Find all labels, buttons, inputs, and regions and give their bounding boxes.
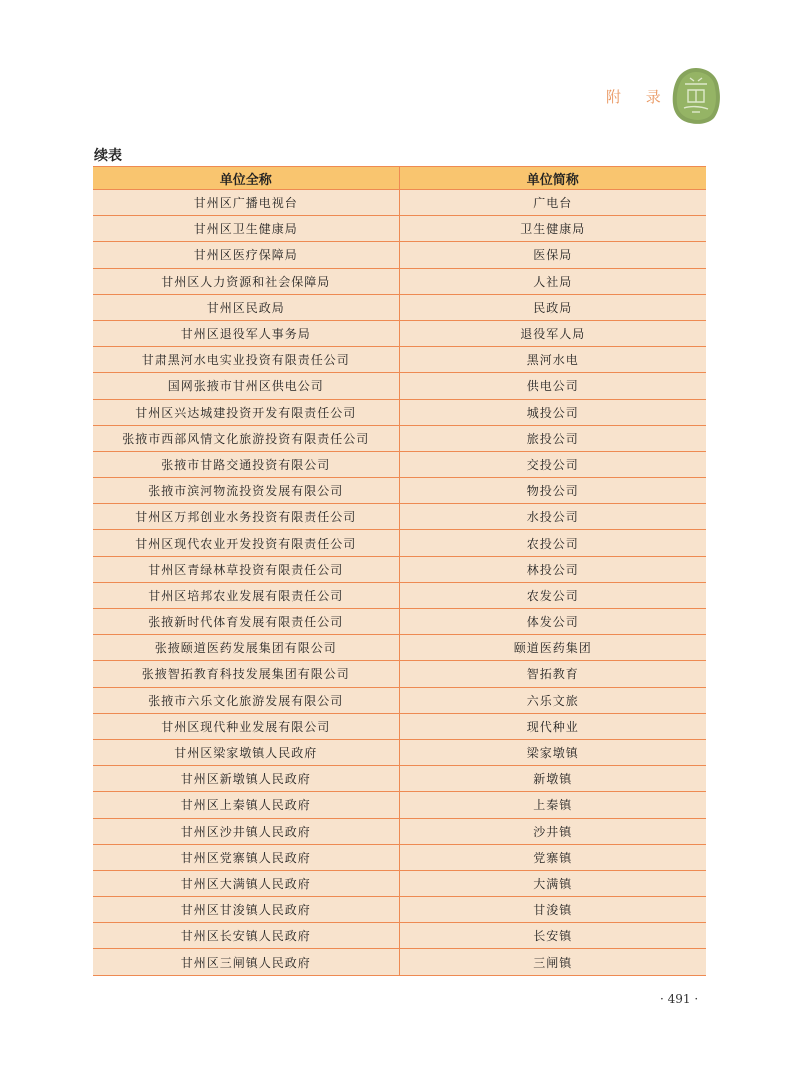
unit-full-name-cell: 甘州区青绿林草投资有限责任公司 — [93, 556, 399, 582]
table-row — [93, 294, 706, 320]
unit-full-name-cell: 甘州区梁家墩镇人民政府 — [93, 739, 399, 765]
unit-full-name-cell: 甘州区现代农业开发投资有限责任公司 — [93, 530, 399, 556]
unit-short-name-cell: 退役军人局 — [399, 320, 706, 346]
unit-full-name-cell: 甘州区民政局 — [93, 294, 399, 320]
table-body — [93, 190, 706, 976]
unit-full-name-cell: 甘州区万邦创业水务投资有限责任公司 — [93, 504, 399, 530]
unit-short-name-cell: 现代种业 — [399, 713, 706, 739]
unit-full-name-cell: 张掖新时代体育发展有限责任公司 — [93, 609, 399, 635]
table-row — [93, 609, 706, 635]
unit-short-name-cell: 党寨镇 — [399, 844, 706, 870]
unit-full-name-cell: 甘州区现代种业发展有限公司 — [93, 713, 399, 739]
table-row — [93, 347, 706, 373]
table-row — [93, 949, 706, 975]
unit-full-name-cell: 张掖颐道医药发展集团有限公司 — [93, 635, 399, 661]
unit-short-name-cell: 水投公司 — [399, 504, 706, 530]
table-header-row — [93, 167, 706, 190]
unit-full-name-cell: 张掖智拓教育科技发展集团有限公司 — [93, 661, 399, 687]
unit-short-name-cell: 六乐文旅 — [399, 687, 706, 713]
unit-short-name-cell: 上秦镇 — [399, 792, 706, 818]
table-row — [93, 870, 706, 896]
unit-full-name-cell: 甘州区医疗保障局 — [93, 242, 399, 268]
unit-short-name-cell: 农投公司 — [399, 530, 706, 556]
unit-short-name-cell: 农发公司 — [399, 582, 706, 608]
table-row — [93, 661, 706, 687]
unit-short-name-cell: 新墩镇 — [399, 766, 706, 792]
table-row — [93, 818, 706, 844]
unit-short-name-cell: 长安镇 — [399, 923, 706, 949]
unit-full-name-cell: 甘州区党寨镇人民政府 — [93, 844, 399, 870]
unit-full-name-cell: 甘州区退役军人事务局 — [93, 320, 399, 346]
unit-short-name-cell: 城投公司 — [399, 399, 706, 425]
unit-full-name-cell: 甘州区沙井镇人民政府 — [93, 818, 399, 844]
unit-full-name-cell: 甘州区甘浚镇人民政府 — [93, 897, 399, 923]
unit-short-name-cell: 交投公司 — [399, 451, 706, 477]
column-header-short-name: 单位简称 — [399, 167, 706, 190]
table-row — [93, 766, 706, 792]
unit-short-name-cell: 人社局 — [399, 268, 706, 294]
unit-short-name-cell: 沙井镇 — [399, 818, 706, 844]
table-row — [93, 687, 706, 713]
table-row — [93, 530, 706, 556]
page-number: · 491 · — [660, 992, 699, 1006]
unit-full-name-cell: 甘州区三闸镇人民政府 — [93, 949, 399, 975]
unit-full-name-cell: 甘州区卫生健康局 — [93, 216, 399, 242]
table-row — [93, 713, 706, 739]
unit-full-name-cell: 甘州区广播电视台 — [93, 190, 399, 216]
table-row — [93, 556, 706, 582]
unit-full-name-cell: 张掖市滨河物流投资发展有限公司 — [93, 478, 399, 504]
unit-short-name-cell: 林投公司 — [399, 556, 706, 582]
table-row — [93, 635, 706, 661]
table-row — [93, 425, 706, 451]
table-row — [93, 478, 706, 504]
table-row — [93, 451, 706, 477]
table-row — [93, 190, 706, 216]
unit-short-name-cell: 颐道医药集团 — [399, 635, 706, 661]
units-table — [93, 166, 706, 976]
table-row — [93, 923, 706, 949]
table-row — [93, 792, 706, 818]
column-header-full-name: 单位全称 — [93, 167, 399, 190]
unit-short-name-cell: 智拓教育 — [399, 661, 706, 687]
table-row — [93, 268, 706, 294]
unit-short-name-cell: 梁家墩镇 — [399, 739, 706, 765]
unit-full-name-cell: 张掖市西部风情文化旅游投资有限责任公司 — [93, 425, 399, 451]
unit-full-name-cell: 甘州区兴达城建投资开发有限责任公司 — [93, 399, 399, 425]
unit-full-name-cell: 甘州区长安镇人民政府 — [93, 923, 399, 949]
unit-full-name-cell: 国网张掖市甘州区供电公司 — [93, 373, 399, 399]
table-row — [93, 216, 706, 242]
unit-short-name-cell: 卫生健康局 — [399, 216, 706, 242]
unit-short-name-cell: 大满镇 — [399, 870, 706, 896]
unit-full-name-cell: 甘州区新墩镇人民政府 — [93, 766, 399, 792]
unit-full-name-cell: 张掖市六乐文化旅游发展有限公司 — [93, 687, 399, 713]
unit-short-name-cell: 广电台 — [399, 190, 706, 216]
unit-full-name-cell: 甘州区上秦镇人民政府 — [93, 792, 399, 818]
unit-short-name-cell: 三闸镇 — [399, 949, 706, 975]
unit-short-name-cell: 供电公司 — [399, 373, 706, 399]
unit-short-name-cell: 甘浚镇 — [399, 897, 706, 923]
unit-full-name-cell: 甘州区培邦农业发展有限责任公司 — [93, 582, 399, 608]
section-title: 附 录 — [606, 88, 671, 106]
unit-full-name-cell: 甘州区大满镇人民政府 — [93, 870, 399, 896]
unit-full-name-cell: 甘肃黑河水电实业投资有限责任公司 — [93, 347, 399, 373]
unit-short-name-cell: 旅投公司 — [399, 425, 706, 451]
unit-full-name-cell: 甘州区人力资源和社会保障局 — [93, 268, 399, 294]
table-row — [93, 897, 706, 923]
unit-short-name-cell: 体发公司 — [399, 609, 706, 635]
table-row — [93, 320, 706, 346]
unit-full-name-cell: 张掖市甘路交通投资有限公司 — [93, 451, 399, 477]
table-row — [93, 242, 706, 268]
table-row — [93, 739, 706, 765]
table-caption: 续表 — [94, 148, 122, 164]
unit-short-name-cell: 医保局 — [399, 242, 706, 268]
table-row — [93, 399, 706, 425]
unit-short-name-cell: 黑河水电 — [399, 347, 706, 373]
unit-short-name-cell: 民政局 — [399, 294, 706, 320]
table-row — [93, 844, 706, 870]
table-row — [93, 373, 706, 399]
seal-stamp-icon — [670, 66, 722, 126]
table-row — [93, 582, 706, 608]
table-row — [93, 504, 706, 530]
unit-short-name-cell: 物投公司 — [399, 478, 706, 504]
